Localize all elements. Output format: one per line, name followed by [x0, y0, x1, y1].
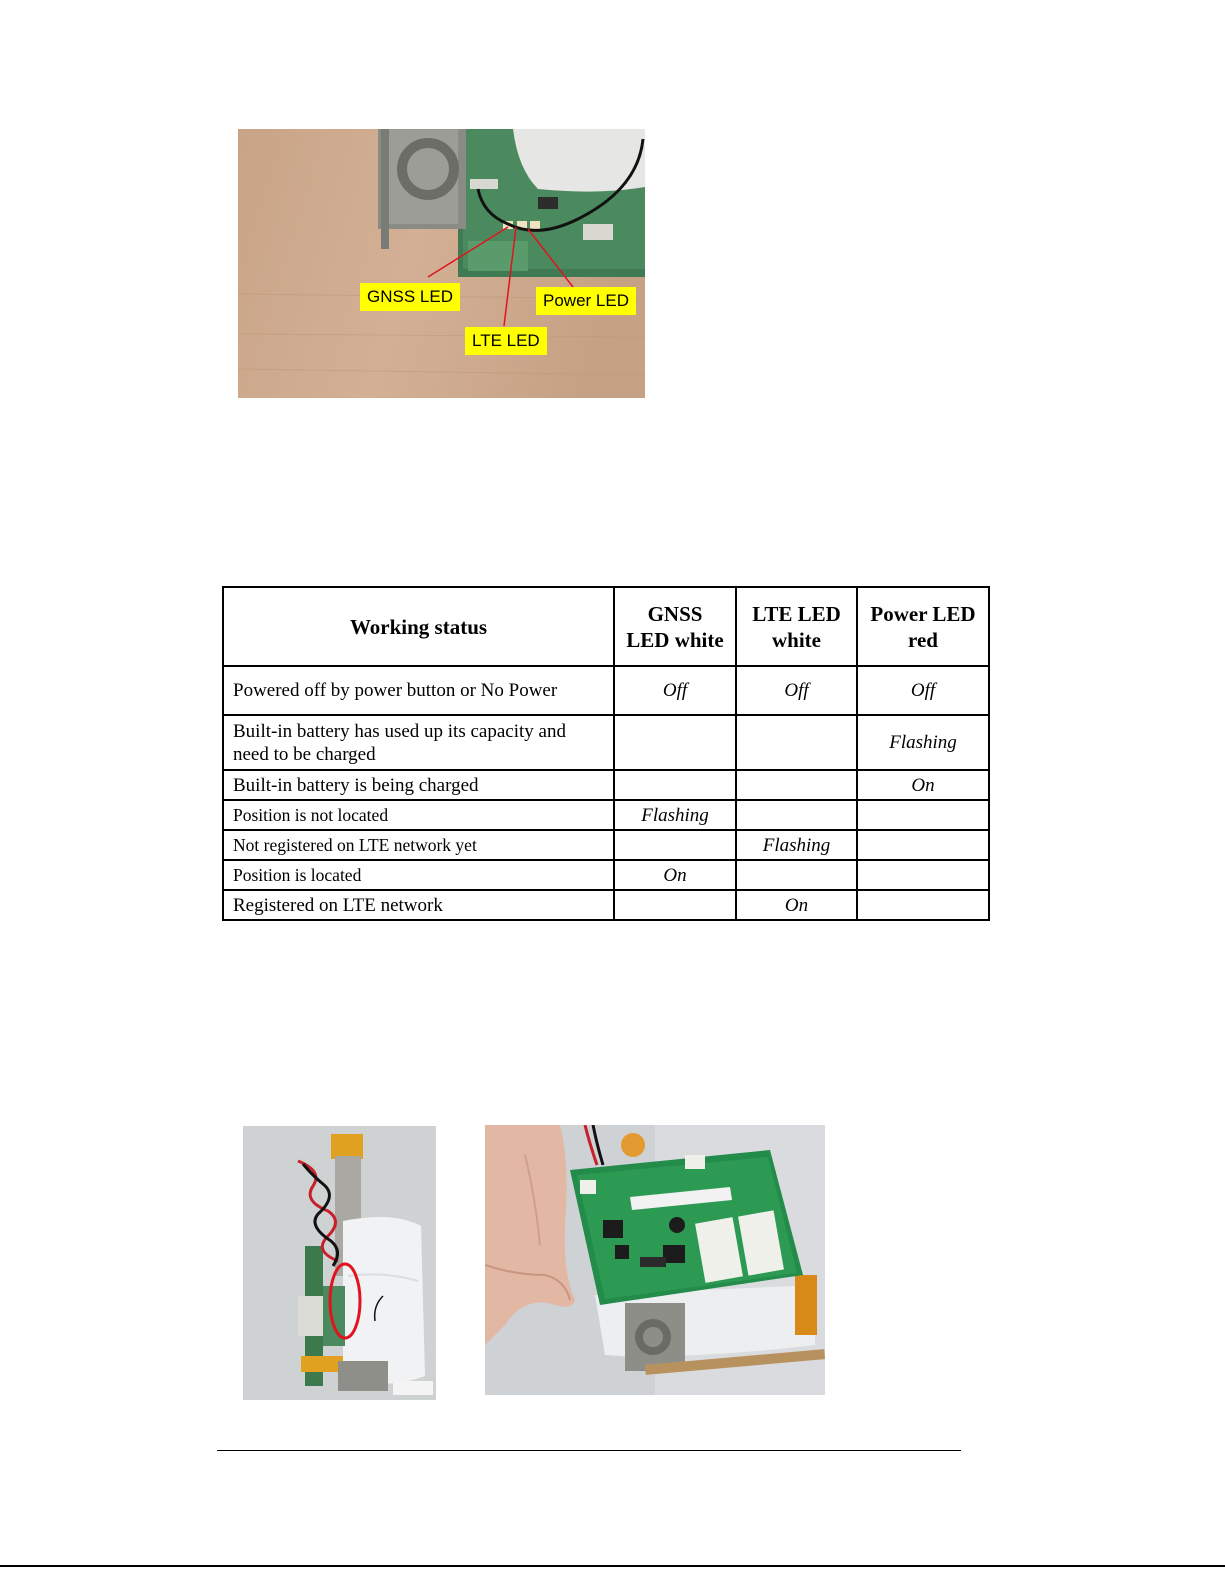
led-location-photo-image	[238, 129, 645, 398]
lte-state-cell: On	[736, 890, 857, 920]
power-state-cell: On	[857, 770, 989, 800]
device-side-photo-image	[243, 1126, 436, 1400]
gnss-state-cell: Flashing	[614, 800, 736, 830]
lte-state-cell	[736, 770, 857, 800]
lte-state-cell	[736, 715, 857, 770]
status-cell: Registered on LTE network	[223, 890, 614, 920]
table-row	[223, 890, 989, 920]
power-state-cell	[857, 830, 989, 860]
status-cell: Built-in battery is being charged	[223, 770, 614, 800]
status-cell: Powered off by power button or No Power	[223, 666, 614, 715]
led-location-photo	[238, 129, 645, 398]
power-state-cell	[857, 800, 989, 830]
lte-led-callout: LTE LED	[465, 327, 547, 355]
page-bottom-edge	[0, 1565, 1225, 1567]
header-power-led: Power LED red	[857, 587, 989, 666]
power-state-cell	[857, 860, 989, 890]
table-header-row	[223, 587, 989, 666]
gnss-state-cell	[614, 830, 736, 860]
gnss-state-cell	[614, 715, 736, 770]
lte-state-cell	[736, 860, 857, 890]
gnss-state-cell: Off	[614, 666, 736, 715]
status-cell: Not registered on LTE network yet	[223, 830, 614, 860]
power-state-cell: Flashing	[857, 715, 989, 770]
led-status-table	[222, 586, 990, 921]
power-led-callout: Power LED	[536, 287, 636, 315]
table-row	[223, 715, 989, 770]
board-handling-photo-image	[485, 1125, 825, 1395]
gnss-led-callout: GNSS LED	[360, 283, 460, 311]
gnss-state-cell: On	[614, 860, 736, 890]
table-row	[223, 666, 989, 715]
lte-state-cell: Off	[736, 666, 857, 715]
header-gnss-led: GNSS LED white	[614, 587, 736, 666]
status-cell: Position is located	[223, 860, 614, 890]
table-row	[223, 830, 989, 860]
lte-state-cell	[736, 800, 857, 830]
gnss-state-cell	[614, 770, 736, 800]
device-side-photo	[243, 1126, 436, 1400]
status-cell: Position is not located	[223, 800, 614, 830]
footer-rule	[217, 1450, 961, 1451]
power-state-cell: Off	[857, 666, 989, 715]
table-row	[223, 800, 989, 830]
board-handling-photo	[485, 1125, 825, 1395]
status-cell: Built-in battery has used up its capacity and need to be charged	[223, 715, 614, 770]
table-row	[223, 860, 989, 890]
power-state-cell	[857, 890, 989, 920]
table-row	[223, 770, 989, 800]
header-working-status: Working status	[223, 587, 614, 666]
header-lte-led: LTE LED white	[736, 587, 857, 666]
lte-state-cell: Flashing	[736, 830, 857, 860]
gnss-state-cell	[614, 890, 736, 920]
